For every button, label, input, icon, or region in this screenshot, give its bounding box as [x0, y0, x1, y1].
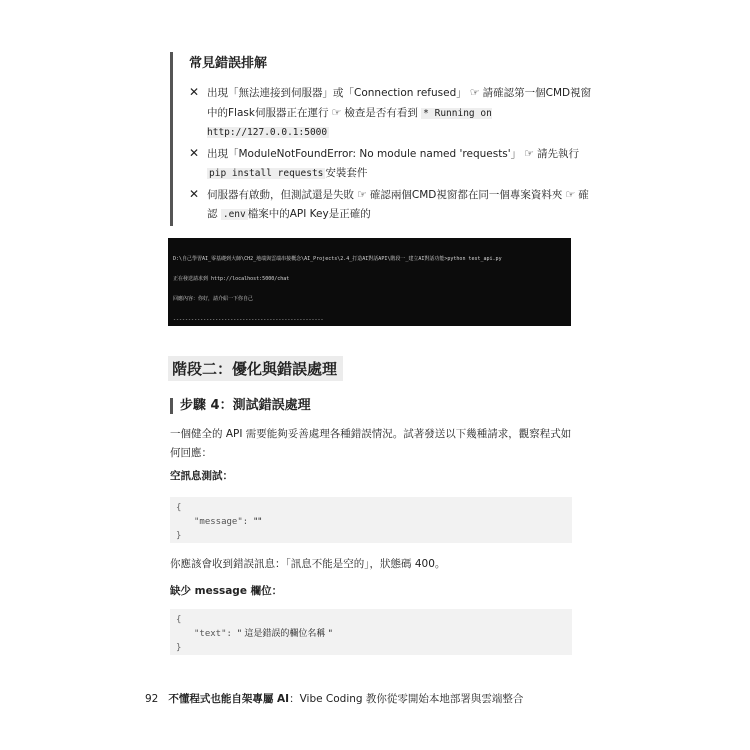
- code-brace: }: [176, 531, 182, 541]
- step-heading: 步驟 4：測試錯誤處理: [170, 398, 311, 414]
- case2-title: 缺少 message 欄位：: [170, 585, 283, 597]
- x-icon: ✕: [189, 85, 200, 99]
- inline-code: pip install requests: [209, 168, 324, 179]
- terminal-screenshot: [168, 238, 571, 326]
- pointing-hand-icon: ☞: [524, 147, 535, 160]
- pointing-hand-icon: ☞: [331, 106, 342, 119]
- code-line: "text": " 這是錯誤的欄位名稱 ": [194, 629, 333, 639]
- terminal-line: --------------------------------------------------: [173, 316, 324, 323]
- result-text: 你應該會收到錯誤訊息：「訊息不能是空的」，狀態碼 400。: [170, 558, 446, 570]
- inline-code: .env: [222, 209, 246, 220]
- code-block-1: [170, 497, 572, 543]
- x-icon: ✕: [189, 187, 200, 201]
- trouble-item-2: ✕ 出現「ModuleNotFoundError: No module named 'requests'」 ☞ 請先執行 pip install requests 安裝套件: [189, 146, 580, 179]
- terminal-line: D:\自己學習AI_零基礎到大師\CH2_地端與雲端串接概念\AI_Projects\2.4_打造AI對話API\階段一_建立AI對話功能>python test_api.py: [173, 255, 502, 262]
- page-number: 92: [145, 693, 159, 705]
- code-line: "message": "": [194, 517, 262, 527]
- inline-code: * Running on http://127.0.0.1:5000: [207, 108, 492, 138]
- x-icon: ✕: [189, 146, 200, 160]
- case1-title: 空訊息測試：: [170, 470, 233, 482]
- pointing-hand-icon: ☞: [469, 86, 480, 99]
- section-heading: 階段二：優化與錯誤處理: [168, 356, 343, 381]
- pointing-hand-icon: ☞: [357, 188, 367, 201]
- code-brace: {: [176, 615, 182, 625]
- page-footer: [145, 691, 523, 706]
- trouble-item-1: ✕ 出現「無法連接到伺服器」或「Connection refused」 ☞ 請確認第一個CMD視窗中的Flask伺服器正在運行 ☞ 檢查是否有看到 * Running on http://127.0.0.1:5000: [189, 85, 592, 138]
- pointing-hand-icon: ☞: [565, 188, 576, 201]
- trouble-item-3: ✕ 伺服器有啟動，但測試還是失敗 ☞ 確認兩個CMD視窗都在同一個專案資料夾 ☞ 確認 .env 檔案中的API Key是正確的: [189, 187, 589, 220]
- terminal-line: 回應內容：你好，請介紹一下你自己: [173, 296, 254, 303]
- code-brace: }: [176, 643, 182, 653]
- book-title: 不懂程式也能自架專屬 AI: [168, 693, 290, 705]
- book-subtitle: ：Vibe Coding 教你從零開始本地部署與雲端整合: [289, 693, 524, 705]
- terminal-line: 正在發送請求到 http://localhost:5000/chat: [173, 275, 290, 282]
- troubleshooting-title: 常見錯誤排解: [189, 56, 268, 71]
- code-block-2: [170, 609, 572, 655]
- intro-paragraph: 一個健全的 API 需要能夠妥善處理各種錯誤情況。試著發送以下幾種請求，觀察程式如何回應：: [170, 428, 572, 459]
- code-brace: {: [176, 503, 182, 513]
- troubleshooting-box: [170, 52, 599, 226]
